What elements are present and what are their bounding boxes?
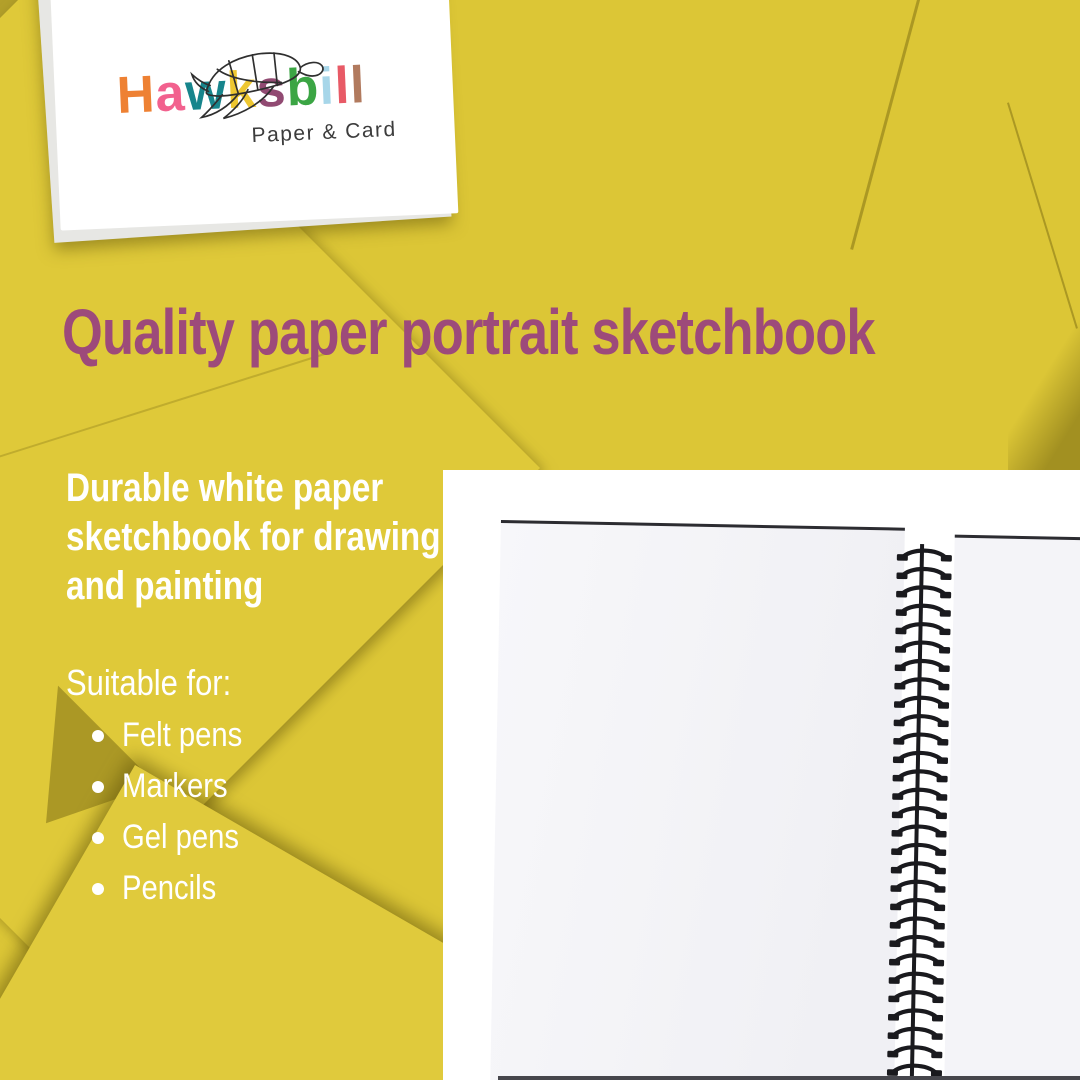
list-item <box>92 710 262 761</box>
product-photo <box>443 470 1080 1080</box>
brand-letter: b <box>285 58 321 118</box>
brand-letter: l <box>333 56 352 116</box>
list-item-label: Gel pens <box>122 818 240 856</box>
description-line: Durable white paper <box>66 466 384 510</box>
bullet-dot <box>92 730 104 742</box>
list-item <box>92 863 262 914</box>
sketchbook-left-page <box>489 520 904 1080</box>
list-item-label: Pencils <box>122 869 217 907</box>
list-item <box>92 761 262 812</box>
headline: Quality paper portrait sketchbook <box>62 296 875 368</box>
brand-letter: i <box>318 57 336 117</box>
paper-seam <box>1007 102 1078 328</box>
paper-shadow-wedge <box>1008 318 1080 474</box>
brand-letter: k <box>225 60 258 121</box>
brand-letter: a <box>154 63 187 124</box>
description-line: sketchbook for drawing <box>66 515 441 559</box>
paper-seam <box>850 0 920 250</box>
brand-letter: H <box>115 65 157 125</box>
brand-letter: l <box>348 56 367 115</box>
sketchbook-bottom-edge <box>498 1076 1080 1080</box>
sea-turtle-icon <box>177 34 339 135</box>
list-item-label: Markers <box>122 767 228 805</box>
bullet-dot <box>92 883 104 895</box>
brand-letter: w <box>184 62 229 122</box>
sketchbook <box>443 470 1080 1080</box>
suitable-for-label: Suitable for: <box>66 662 232 703</box>
brand-card <box>48 0 459 231</box>
spiral-binding <box>882 537 957 1080</box>
description-line: and painting <box>66 564 264 608</box>
list-item <box>92 812 262 863</box>
list-item-label: Felt pens <box>122 716 243 754</box>
suitable-for-list <box>92 710 262 914</box>
brand-tagline: Paper & Card <box>251 117 398 148</box>
brand-letter: s <box>255 59 288 119</box>
bullet-dot <box>92 781 104 793</box>
bullet-dot <box>92 832 104 844</box>
sketchbook-right-page <box>943 535 1080 1080</box>
